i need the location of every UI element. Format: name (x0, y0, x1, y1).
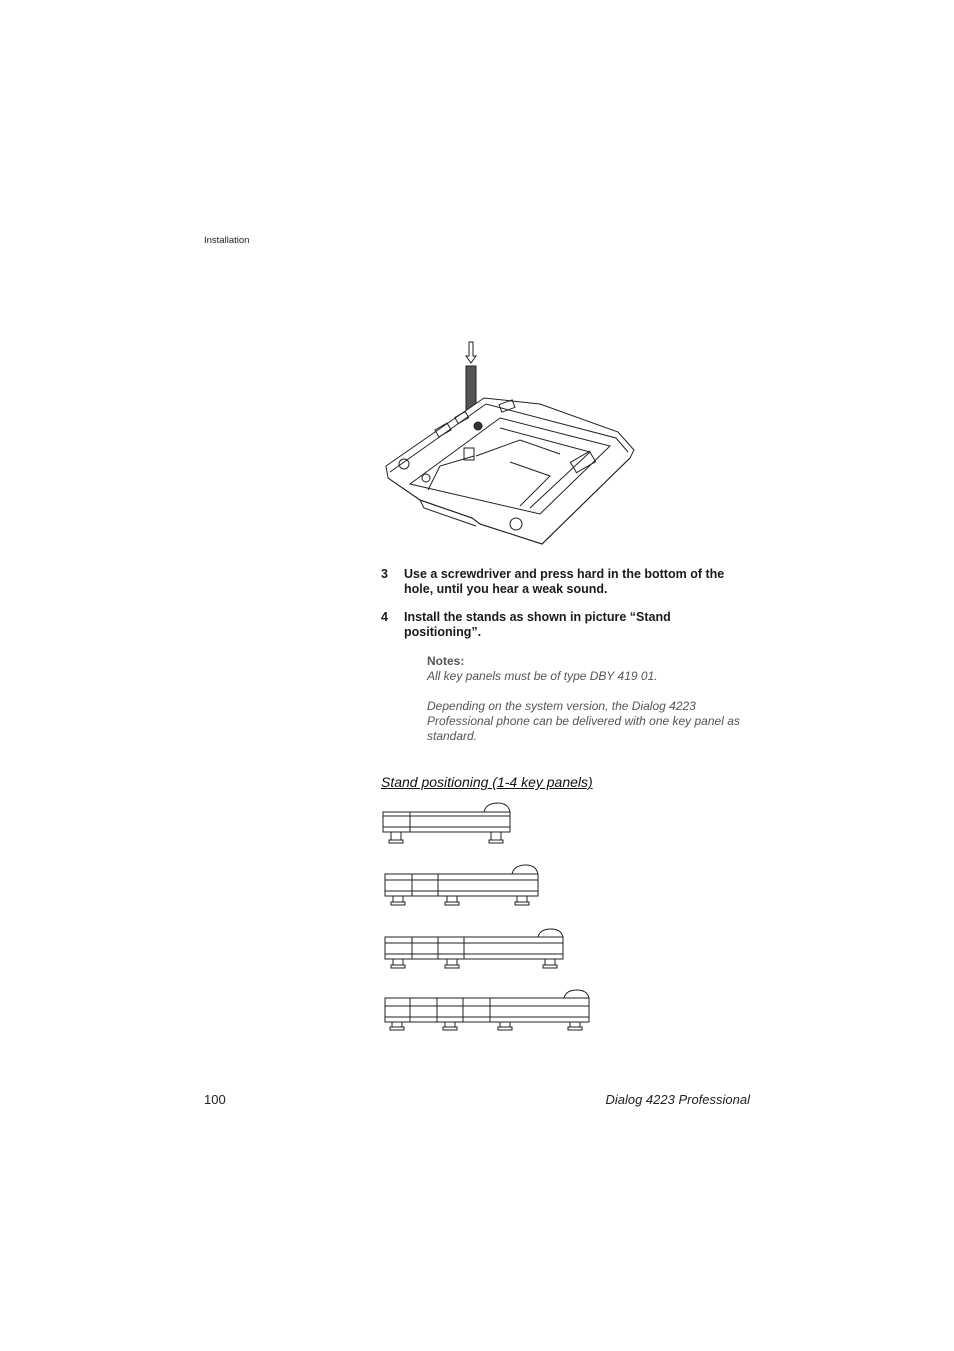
stand-config-1-panel (380, 802, 520, 844)
step-number: 4 (381, 610, 388, 624)
step-text: Install the stands as shown in picture “Stand positioning”. (404, 610, 671, 639)
phone-underside-illustration (380, 338, 640, 550)
section-label: Installation (204, 235, 250, 246)
stand-config-3-panels (380, 924, 570, 970)
notes-title: Notes: (427, 654, 465, 668)
note-item: Depending on the system version, the Dialog 4223 Professional phone can be delivered with one key panel as standard. (427, 699, 740, 743)
page-number: 100 (204, 1092, 226, 1107)
figure-title: Stand positioning (1-4 key panels) (381, 774, 593, 790)
stand-config-4-panels (380, 986, 595, 1032)
step-number: 3 (381, 567, 388, 581)
note-item: All key panels must be of type DBY 419 01. (427, 669, 658, 683)
notes-block (427, 654, 757, 744)
step-text: Use a screwdriver and press hard in the bottom of the hole, until you hear a weak sound. (404, 567, 725, 596)
stand-config-2-panels (380, 862, 545, 906)
product-name: Dialog 4223 Professional (605, 1092, 750, 1107)
